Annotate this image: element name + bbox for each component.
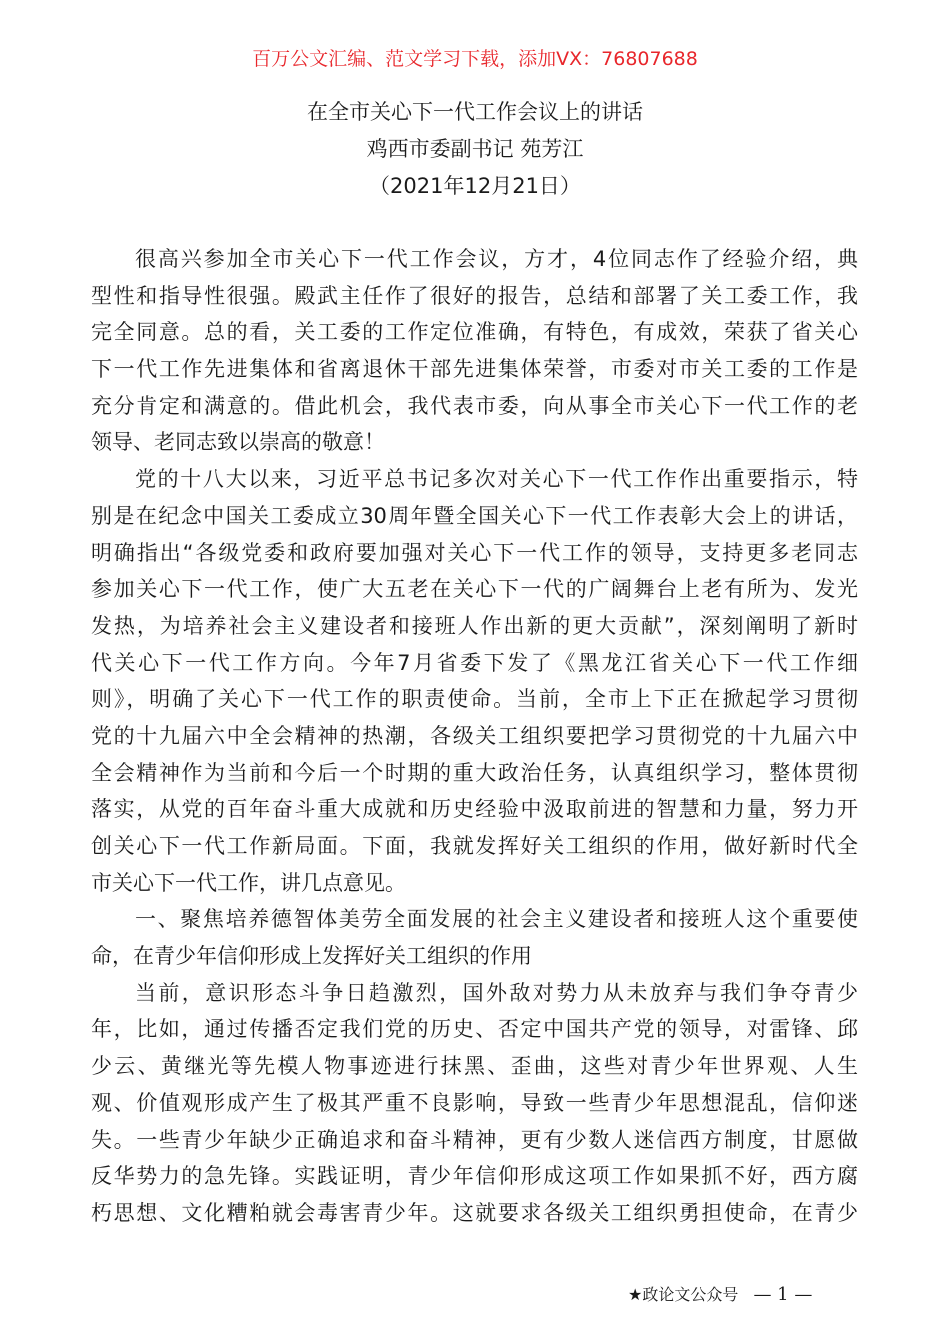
paragraph-line: 党的十九届六中全会精神的热潮，各级关工组织要把学习贯彻党的十九届六中 bbox=[91, 723, 858, 748]
paragraph-line: 型性和指导性很强。殿武主任作了很好的报告，总结和部署了关工委工作，我 bbox=[91, 283, 858, 308]
paragraph-line: 少云、黄继光等先模人物事迹进行抹黑、歪曲，这些对青少年世界观、人生 bbox=[91, 1054, 858, 1079]
paragraph-line: 一、聚焦培养德智体美劳全面发展的社会主义建设者和接班人这个重要使 bbox=[135, 907, 858, 932]
paragraph-line: 代关心下一代工作方向。今年7月省委下发了《黑龙江省关心下一代工作细 bbox=[91, 650, 858, 675]
paragraph-line: 发热，为培养社会主义建设者和接班人作出新的更大贡献”，深刻阐明了新时 bbox=[91, 613, 858, 638]
paragraph-line: 失。一些青少年缺少正确追求和奋斗精神，更有少数人迷信西方制度，甘愿做 bbox=[91, 1127, 858, 1152]
paragraph-line: 下一代工作先进集体和省离退休干部先进集体荣誉，市委对市关工委的工作是 bbox=[91, 357, 858, 382]
document-date: （2021年12月21日） bbox=[369, 174, 581, 198]
paragraph-line: 党的十八大以来，习近平总书记多次对关心下一代工作作出重要指示，特 bbox=[135, 467, 858, 492]
paragraph-line: 别是在纪念中国关工委成立30周年暨全国关心下一代工作表彰大会上的讲话， bbox=[91, 503, 858, 528]
paragraph-line: 充分肯定和满意的。借此机会，我代表市委，向从事全市关心下一代工作的老 bbox=[91, 393, 858, 418]
paragraph-line: 年，比如，通过传播否定我们党的历史、否定中国共产党的领导，对雷锋、邱 bbox=[91, 1017, 858, 1042]
paragraph-line: 反华势力的急先锋。实践证明，青少年信仰形成这项工作如果抓不好，西方腐 bbox=[91, 1164, 858, 1189]
document-body bbox=[91, 241, 858, 1232]
page-footer bbox=[628, 1283, 812, 1307]
paragraph-line: 创关心下一代工作新局面。下面，我就发挥好关工组织的作用，做好新时代全 bbox=[91, 834, 858, 858]
paragraph-line: 参加关心下一代工作，使广大五老在关心下一代的广阔舞台上老有所为、发光 bbox=[91, 577, 858, 602]
paragraph-line: 完全同意。总的看，关工委的工作定位准确，有特色，有成效，荣获了省关心 bbox=[91, 320, 858, 345]
page-number: — 1 — bbox=[753, 1284, 813, 1305]
document-title: 在全市关心下一代工作会议上的讲话 bbox=[307, 100, 643, 124]
paragraph-line: 很高兴参加全市关心下一代工作会议，方才，4位同志作了经验介绍，典 bbox=[135, 247, 858, 271]
paragraph-line: 当前，意识形态斗争日趋激烈，国外敌对势力从未放弃与我们争夺青少 bbox=[135, 980, 858, 1005]
paragraph-line: 命，在青少年信仰形成上发挥好关工组织的作用 bbox=[91, 944, 532, 969]
paragraph-line: 落实，从党的百年奋斗重大成就和历史经验中汲取前进的智慧和力量，努力开 bbox=[91, 797, 858, 822]
document-author: 鸡西市委副书记 苑芳江 bbox=[366, 137, 584, 161]
paragraph-line: 市关心下一代工作，讲几点意见。 bbox=[91, 870, 406, 895]
paragraph-line: 朽思想、文化糟粕就会毒害青少年。这就要求各级关工组织勇担使命，在青少 bbox=[91, 1200, 858, 1225]
paragraph-line: 则》，明确了关心下一代工作的职责使命。当前，全市上下正在掀起学习贯彻 bbox=[91, 687, 858, 712]
paragraph-line: 全会精神作为当前和今后一个时期的重大政治任务，认真组织学习，整体贯彻 bbox=[91, 760, 858, 785]
footer-source: ★政论文公众号 bbox=[628, 1285, 739, 1304]
watermark-banner: 百万公文汇编、范文学习下载，添加VX：76807688 bbox=[252, 48, 698, 70]
paragraph-line: 领导、老同志致以崇高的敬意！ bbox=[91, 430, 385, 455]
paragraph-line: 明确指出“各级党委和政府要加强对关心下一代工作的领导，支持更多老同志 bbox=[91, 540, 858, 565]
paragraph-line: 观、价值观形成产生了极其严重不良影响，导致一些青少年思想混乱，信仰迷 bbox=[91, 1090, 858, 1115]
